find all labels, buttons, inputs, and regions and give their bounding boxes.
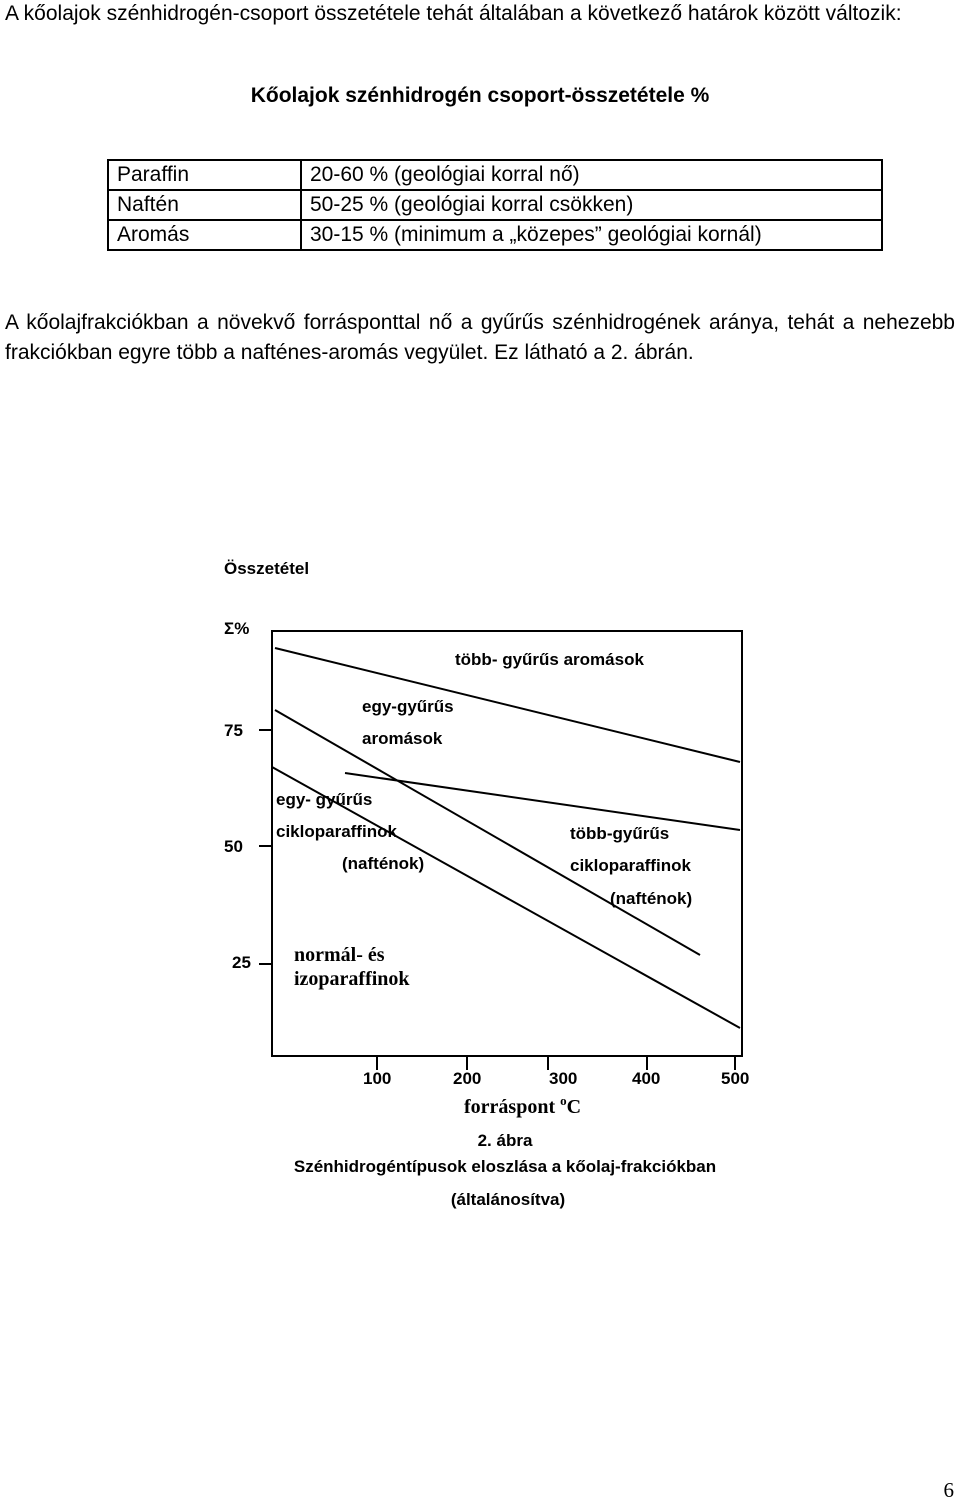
x-ticks: [363, 1056, 749, 1088]
intro-text: A kőolajok szénhidrogén-csoport összetétele tehát általában a következő határok között változik:: [5, 2, 902, 25]
row-name: Paraffin: [108, 160, 301, 190]
region-label: cikloparaffinok: [276, 822, 397, 841]
row-value: 20-60 % (geológiai korral nő): [301, 160, 882, 190]
region-label: normál- és: [294, 944, 385, 966]
table-title: Kőolajok szénhidrogén csoport-összetétele %: [250, 84, 710, 107]
x-tick-label: 200: [453, 1069, 482, 1088]
y-tick-label: 75: [224, 721, 243, 740]
table-row: [108, 160, 882, 190]
y-ticks: [224, 721, 272, 972]
region-label: (nafténok): [610, 889, 693, 908]
boundary-mononaphthene-polynaphthene: [345, 773, 740, 830]
x-tick-label: 400: [632, 1069, 661, 1088]
y-axis-label: Σ%: [224, 619, 250, 638]
y-tick-label: 25: [232, 953, 251, 972]
x-tick-label: 100: [363, 1069, 392, 1088]
region-label: cikloparaffinok: [570, 856, 691, 875]
page-number: 6: [943, 1478, 954, 1502]
row-value: 50-25 % (geológiai korral csökken): [301, 190, 882, 220]
composition-chart: [0, 540, 960, 1230]
row-value: 30-15 % (minimum a „közepes” geológiai kornál): [301, 220, 882, 250]
figure-heading: Összetétel: [224, 559, 310, 578]
y-tick-label: 50: [224, 837, 243, 856]
x-tick-label: 500: [721, 1069, 750, 1088]
region-labels: [276, 650, 692, 990]
region-label: izoparaffinok: [294, 968, 410, 990]
figure-number: 2. ábra: [477, 1131, 533, 1150]
region-label: (nafténok): [342, 854, 425, 873]
x-tick-label: 300: [549, 1069, 578, 1088]
figure-note: (általánosítva): [450, 1190, 566, 1209]
row-name: Aromás: [108, 220, 301, 250]
region-label: egy- gyűrűs: [276, 790, 373, 809]
row-name: Naftén: [108, 190, 301, 220]
x-axis-label: forráspont $^o$C: [464, 1093, 582, 1118]
body-paragraph: A kőolajfrakciókban a növekvő forrásponttal nő a gyűrűs szénhidrogének aránya, tehát a nehezebb frakciókban egyre több a nafténes-aromás vegyület. Ez látható a 2. ábrán.: [5, 311, 955, 364]
region-label: aromások: [362, 729, 443, 748]
region-label: több-gyűrűs: [570, 824, 670, 843]
table-row: [108, 190, 882, 220]
table-row: [108, 220, 882, 250]
figure-caption: Szénhidrogéntípusok eloszlása a kőolaj-frakciókban: [293, 1157, 717, 1176]
region-label: egy-gyűrűs: [362, 697, 454, 716]
region-label: több- gyűrűs aromások: [455, 650, 644, 669]
composition-table: [107, 159, 883, 251]
